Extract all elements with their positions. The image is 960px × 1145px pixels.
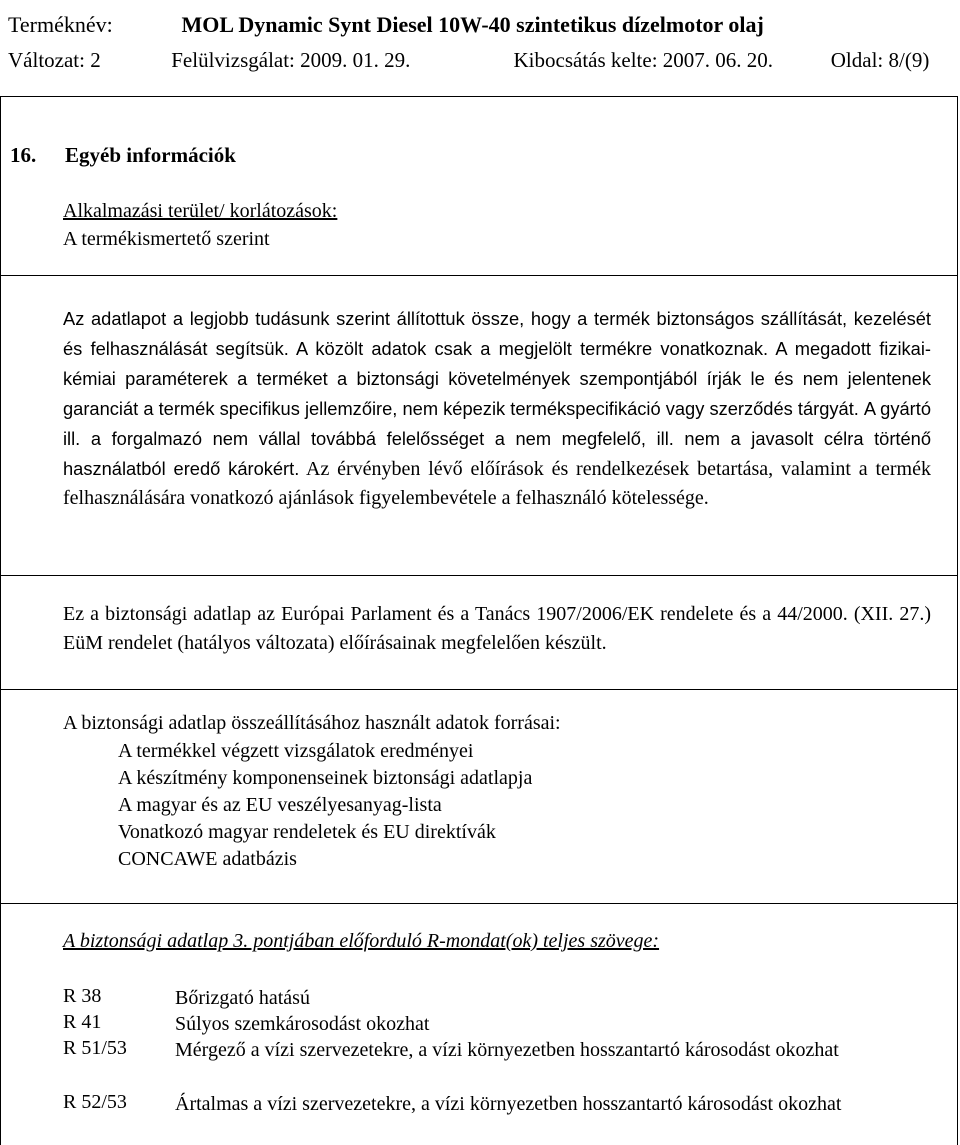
frame-left-border (0, 96, 1, 1145)
divider-2 (0, 575, 958, 576)
product-label: Terméknév: (8, 12, 113, 37)
issue-date: Kibocsátás kelte: 2007. 06. 20. (513, 48, 774, 72)
divider-4 (0, 903, 958, 904)
regulation-text: Ez a biztonsági adatlap az Európai Parlament és a Tanács 1907/2006/EK rendelete és a 44/2000. (XII. 27.) EüM rendelet (hatályos változata) előírásainak megfelelően készült. (63, 603, 931, 654)
header-product-row (8, 12, 764, 38)
disclaimer-p2: A gyártó ill. a forgalmazó nem vállal továbbá felelősséget a nem megfelelő, ill. nem a javasolt célra történő használatból eredő károkért. (63, 398, 931, 479)
r-phrase-text: Mérgező a vízi szervezetekre, a vízi környezetben hosszantartó károsodást okozhat (175, 1039, 839, 1061)
revision-date: Felülvizsgálat: 2009. 01. 29. (171, 48, 411, 72)
page-number: Oldal: 8/(9) (830, 48, 930, 72)
divider-1 (0, 275, 958, 276)
disclaimer-block (63, 304, 931, 513)
section-title (10, 143, 236, 168)
list-item: A készítmény komponenseinek biztonsági adatlapja (118, 767, 533, 789)
r-phrase-text: Súlyos szemkárosodást okozhat (175, 1013, 430, 1035)
header-meta-row (8, 48, 929, 73)
product-name: MOL Dynamic Synt Diesel 10W-40 szintetikus dízelmotor olaj (181, 12, 764, 37)
r-phrases-heading: A biztonsági adatlap 3. pontjában előforduló R-mondat(ok) teljes szövege: (63, 930, 660, 952)
frame-right-border (957, 96, 958, 1145)
section-number: 16. (10, 143, 37, 167)
r-phrase-code: R 41 (63, 1011, 102, 1033)
r-phrase-code: R 51/53 (63, 1037, 127, 1059)
r-phrase-text: Bőrizgató hatású (175, 987, 310, 1009)
application-heading: Alkalmazási terület/ korlátozások: (63, 200, 338, 222)
application-text: A termékismertető szerint (63, 228, 270, 250)
version: Változat: 2 (8, 48, 101, 72)
section-title-text: Egyéb információk (65, 143, 236, 167)
r-phrase-code: R 38 (63, 985, 102, 1007)
list-item: CONCAWE adatbázis (118, 848, 297, 870)
disclaimer-p3: Az érvényben lévő előírások és rendelkezések betartása, valamint a termék felhasználására vonatkozó ajánlások figyelembevétele a felhasználó kötelessége. (63, 458, 931, 509)
list-item: Vonatkozó magyar rendeletek és EU direktívák (118, 821, 496, 843)
sources-list (118, 738, 532, 873)
sources-heading: A biztonsági adatlap összeállításához használt adatok forrásai: (63, 712, 561, 734)
list-item: A magyar és az EU veszélyesanyag-lista (118, 794, 442, 816)
r-phrase-code: R 52/53 (63, 1091, 127, 1113)
divider-3 (0, 689, 958, 690)
r-phrase-text: Ártalmas a vízi szervezetekre, a vízi környezetben hosszantartó károsodást okozhat (175, 1093, 842, 1115)
header-divider (0, 96, 958, 97)
disclaimer-p1: Az adatlapot a legjobb tudásunk szerint állítottuk össze, hogy a termék biztonságos szállítását, kezelését és felhasználását segítsük. A közölt adatok csak a megjelölt termékre vonatkoznak. A megadott fizikai-kémiai paraméterek a terméket a biztonsági követelmények szempontjából írják le és nem jelentenek garanciát a termék specifikus jellemzőire, nem képezik termékspecifikáció vagy szerződés tárgyát. (63, 308, 931, 419)
list-item: A termékkel végzett vizsgálatok eredményei (118, 740, 474, 762)
